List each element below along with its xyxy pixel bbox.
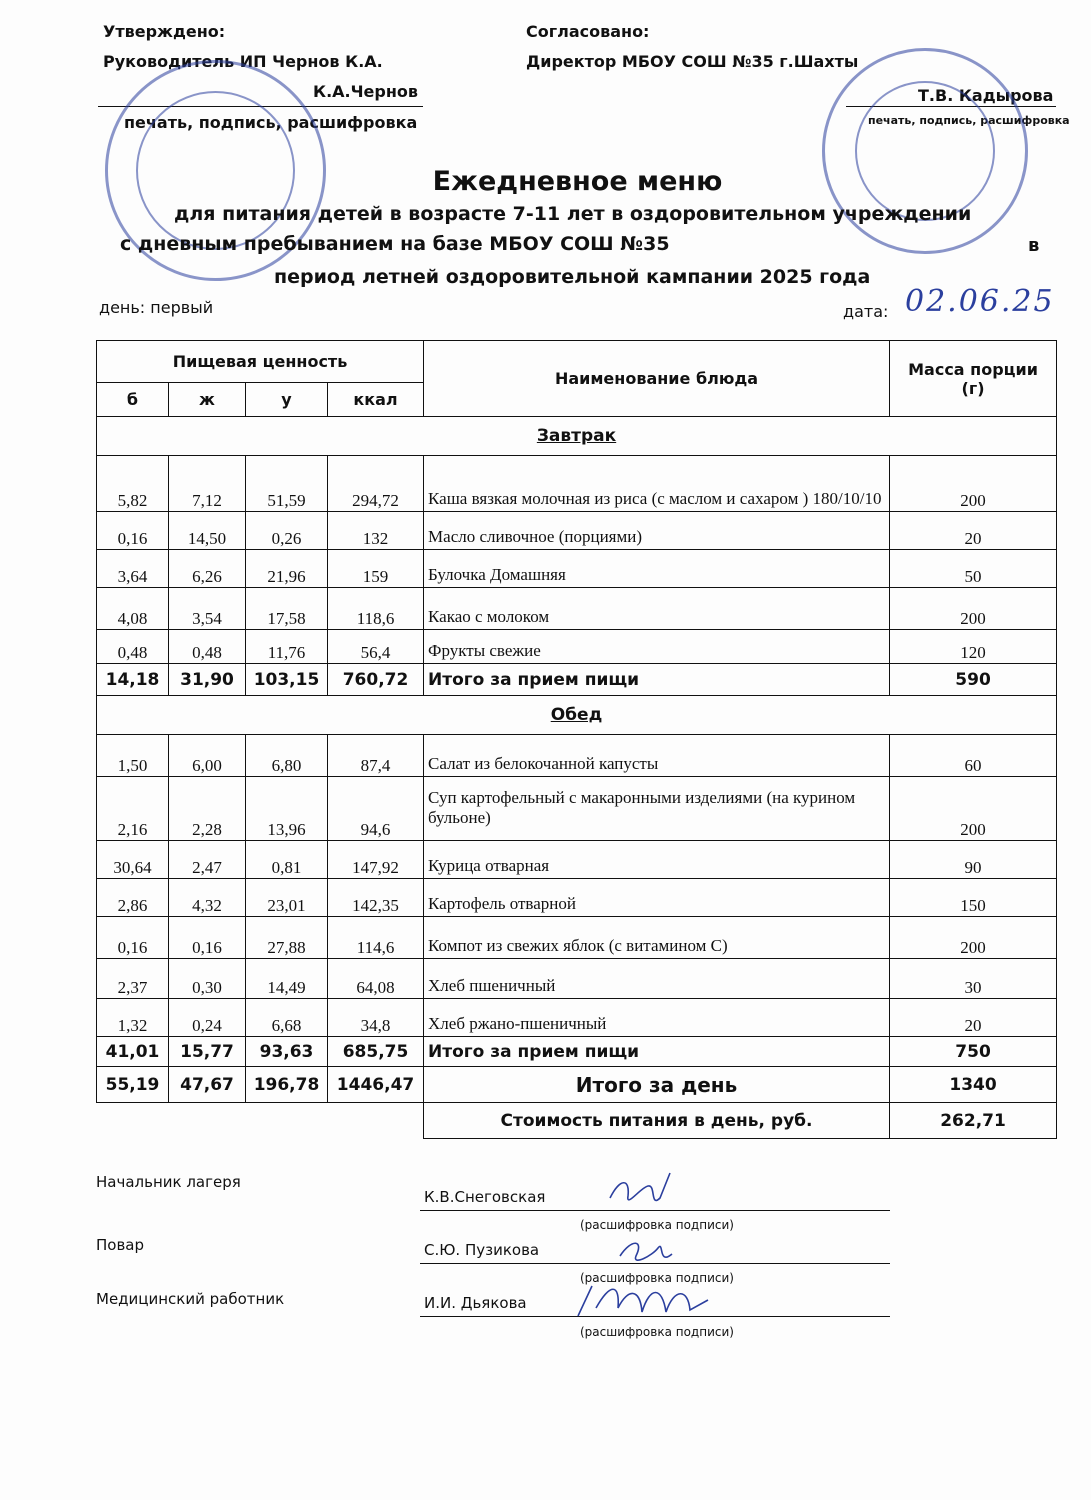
cell-mass: 90 [890, 841, 1057, 879]
cell-dish: Масло сливочное (порциями) [424, 512, 890, 550]
nutrition-header: Пищевая ценность [97, 341, 424, 383]
cell-kcal: 34,8 [328, 999, 424, 1037]
cell-dish: Компот из свежих яблок (с витамином С) [424, 917, 890, 959]
cell-dish: Итого за прием пищи [424, 664, 890, 696]
cell-b: 14,18 [97, 664, 169, 696]
cell-mass: 20 [890, 512, 1057, 550]
cell-j: 4,32 [169, 879, 246, 917]
table-row [97, 841, 1057, 879]
cell-j: 6,00 [169, 735, 246, 777]
signature-role: Начальник лагеря [96, 1173, 241, 1191]
cell-kcal: 132 [328, 512, 424, 550]
agreed-title: Согласовано: [526, 22, 650, 41]
table-row [97, 456, 1057, 512]
signature-role: Медицинский работник [96, 1290, 285, 1308]
lunch-total-row [97, 1037, 1057, 1067]
cell-u: 51,59 [246, 456, 328, 512]
cell-b: 0,48 [97, 630, 169, 664]
approved-rule [98, 106, 423, 107]
cell-b: 0,16 [97, 917, 169, 959]
cell-j: 0,48 [169, 630, 246, 664]
cell-j: 2,28 [169, 777, 246, 841]
cell-b: 55,19 [97, 1067, 169, 1103]
title-line2-tail: в [1028, 235, 1040, 256]
cell-u: 196,78 [246, 1067, 328, 1103]
cell-mass: 200 [890, 917, 1057, 959]
signature-caption: (расшифровка подписи) [580, 1271, 734, 1285]
cell-j: 31,90 [169, 664, 246, 696]
cost-value: 262,71 [890, 1103, 1057, 1139]
menu-table [96, 340, 1057, 1139]
title-line2: с дневным пребыванием на базе МБОУ СОШ №35 [120, 233, 670, 255]
table-row [97, 879, 1057, 917]
date-label: дата: [843, 302, 889, 321]
cell-mass: 590 [890, 664, 1057, 696]
cell-u: 21,96 [246, 550, 328, 588]
cell-b: 0,16 [97, 512, 169, 550]
cell-dish: Картофель отварной [424, 879, 890, 917]
cell-kcal: 64,08 [328, 959, 424, 999]
agreed-line1: Директор МБОУ СОШ №35 г.Шахты [526, 52, 859, 71]
cell-u: 27,88 [246, 917, 328, 959]
cell-mass: 150 [890, 879, 1057, 917]
cost-row [97, 1103, 1057, 1139]
handwritten-signature-3 [570, 1278, 720, 1328]
cell-dish: Итого за прием пищи [424, 1037, 890, 1067]
cell-mass: 50 [890, 550, 1057, 588]
signature-name: К.В.Снеговская [424, 1188, 546, 1206]
cell-j: 7,12 [169, 456, 246, 512]
cell-j: 0,24 [169, 999, 246, 1037]
col-j: ж [169, 383, 246, 417]
cell-kcal: 114,6 [328, 917, 424, 959]
table-row [97, 777, 1057, 841]
cell-mass: 30 [890, 959, 1057, 999]
table-row [97, 550, 1057, 588]
cell-mass: 750 [890, 1037, 1057, 1067]
cell-b: 41,01 [97, 1037, 169, 1067]
cell-mass: 1340 [890, 1067, 1057, 1103]
cell-u: 13,96 [246, 777, 328, 841]
cell-b: 1,32 [97, 999, 169, 1037]
cell-kcal: 760,72 [328, 664, 424, 696]
cell-dish: Хлеб ржано-пшеничный [424, 999, 890, 1037]
cell-u: 0,81 [246, 841, 328, 879]
title-line3: период летней оздоровительной кампании 2025 года [274, 266, 871, 288]
date-value: 02.06.25 [905, 284, 1055, 319]
mass-header: Масса порции (г) [890, 341, 1057, 417]
agreed-line2: Т.В. Кадырова [918, 86, 1054, 105]
cell-u: 17,58 [246, 588, 328, 630]
cell-mass: 60 [890, 735, 1057, 777]
cell-kcal: 87,4 [328, 735, 424, 777]
cell-u: 0,26 [246, 512, 328, 550]
cell-u: 23,01 [246, 879, 328, 917]
cost-empty [97, 1103, 424, 1139]
cell-kcal: 159 [328, 550, 424, 588]
cell-u: 11,76 [246, 630, 328, 664]
handwritten-signature-1 [600, 1168, 680, 1218]
cell-mass: 200 [890, 777, 1057, 841]
breakfast-title: Завтрак [97, 417, 1057, 456]
cell-b: 2,16 [97, 777, 169, 841]
signature-name: И.И. Дьякова [424, 1294, 527, 1312]
cell-b: 1,50 [97, 735, 169, 777]
title-line1: для питания детей в возрасте 7-11 лет в оздоровительном учреждении [174, 203, 972, 225]
cost-label: Стоимость питания в день, руб. [424, 1103, 890, 1139]
cell-j: 6,26 [169, 550, 246, 588]
cell-j: 14,50 [169, 512, 246, 550]
cell-mass: 20 [890, 999, 1057, 1037]
cell-b: 3,64 [97, 550, 169, 588]
cell-j: 47,67 [169, 1067, 246, 1103]
cell-dish: Хлеб пшеничный [424, 959, 890, 999]
cell-dish: Булочка Домашняя [424, 550, 890, 588]
table-row [97, 630, 1057, 664]
cell-kcal: 56,4 [328, 630, 424, 664]
cell-kcal: 147,92 [328, 841, 424, 879]
cell-kcal: 142,35 [328, 879, 424, 917]
lunch-title: Обед [97, 696, 1057, 735]
table-row [97, 999, 1057, 1037]
cell-mass: 200 [890, 588, 1057, 630]
cell-dish: Фрукты свежие [424, 630, 890, 664]
cell-b: 30,64 [97, 841, 169, 879]
cell-u: 103,15 [246, 664, 328, 696]
signature-caption: (расшифровка подписи) [580, 1325, 734, 1339]
approved-caption: печать, подпись, расшифровка [124, 113, 418, 132]
signature-role: Повар [96, 1236, 145, 1254]
cell-dish: Каша вязкая молочная из риса (с маслом и сахаром ) 180/10/10 [424, 456, 890, 512]
table-row [97, 917, 1057, 959]
cell-u: 93,63 [246, 1037, 328, 1067]
signature-name: С.Ю. Пузикова [424, 1241, 540, 1259]
cell-b: 2,37 [97, 959, 169, 999]
cell-u: 6,80 [246, 735, 328, 777]
cell-j: 2,47 [169, 841, 246, 879]
cell-mass: 120 [890, 630, 1057, 664]
cell-kcal: 118,6 [328, 588, 424, 630]
table-row [97, 588, 1057, 630]
day-label: день: первый [99, 298, 214, 317]
cell-kcal: 685,75 [328, 1037, 424, 1067]
signature-caption: (расшифровка подписи) [580, 1218, 734, 1232]
dish-header: Наименование блюда [424, 341, 890, 417]
approved-line1: Руководитель ИП Чернов К.А. [103, 52, 383, 71]
cell-j: 0,30 [169, 959, 246, 999]
breakfast-total-row [97, 664, 1057, 696]
approved-line2: К.А.Чернов [313, 82, 419, 101]
cell-mass: 200 [890, 456, 1057, 512]
cell-dish: Салат из белокочанной капусты [424, 735, 890, 777]
table-row [97, 512, 1057, 550]
cell-u: 14,49 [246, 959, 328, 999]
approved-title: Утверждено: [103, 22, 226, 41]
handwritten-signature-2 [612, 1226, 682, 1276]
cell-b: 2,86 [97, 879, 169, 917]
cell-j: 0,16 [169, 917, 246, 959]
cell-dish: Какао с молоком [424, 588, 890, 630]
cell-dish: Суп картофельный с макаронными изделиями (на курином бульоне) [424, 777, 890, 841]
day-total-row [97, 1067, 1057, 1103]
cell-b: 4,08 [97, 588, 169, 630]
cell-j: 15,77 [169, 1037, 246, 1067]
col-u: у [246, 383, 328, 417]
agreed-caption: печать, подпись, расшифровка [868, 114, 1070, 127]
cell-kcal: 94,6 [328, 777, 424, 841]
cell-b: 5,82 [97, 456, 169, 512]
col-kcal: ккал [328, 383, 424, 417]
table-row [97, 959, 1057, 999]
table-row [97, 735, 1057, 777]
cell-kcal: 294,72 [328, 456, 424, 512]
col-b: б [97, 383, 169, 417]
cell-kcal: 1446,47 [328, 1067, 424, 1103]
cell-dish: Итого за день [424, 1067, 890, 1103]
cell-u: 6,68 [246, 999, 328, 1037]
agreed-rule [846, 106, 1056, 107]
cell-j: 3,54 [169, 588, 246, 630]
cell-dish: Курица отварная [424, 841, 890, 879]
page-title: Ежедневное меню [432, 166, 723, 197]
